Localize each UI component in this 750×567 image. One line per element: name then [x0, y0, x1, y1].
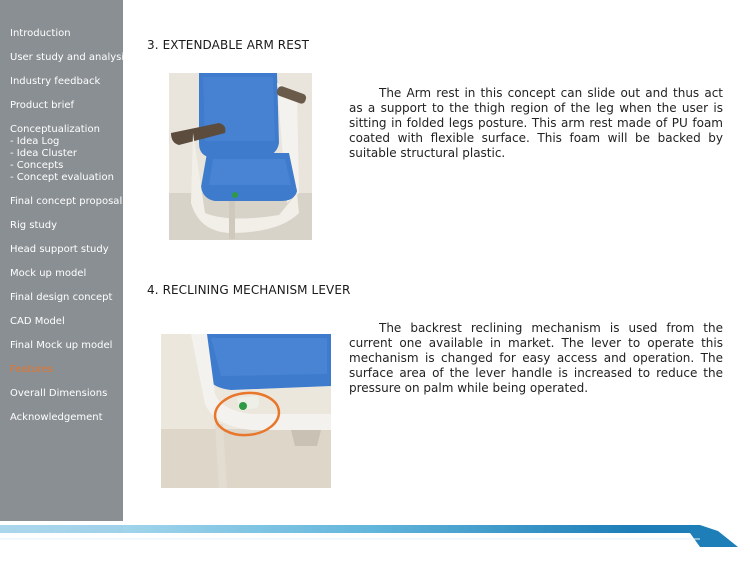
section-heading-arm-rest: 3. EXTENDABLE ARM REST: [147, 38, 310, 52]
nav-item-mock-up-model[interactable]: Mock up model: [10, 268, 87, 279]
sidebar: [0, 0, 130, 563]
nav-item-introduction[interactable]: Introduction: [10, 28, 71, 39]
nav-item-final-mock-up-model[interactable]: Final Mock up model: [10, 340, 113, 351]
nav-item-final-concept-proposal[interactable]: Final concept proposal: [10, 196, 123, 207]
nav-item-user-study[interactable]: User study and analysis: [10, 52, 130, 63]
nav-group-conceptualization: [10, 124, 125, 184]
nav-subitem-idea-log[interactable]: - Idea Log: [10, 136, 60, 147]
nav-item-industry-feedback[interactable]: Industry feedback: [10, 76, 101, 87]
footer-decorative-bar: [0, 521, 750, 563]
nav-item-conceptualization[interactable]: Conceptualization: [10, 124, 100, 135]
section-heading-reclining-lever: 4. RECLINING MECHANISM LEVER: [147, 283, 351, 297]
nav-item-acknowledgement[interactable]: Acknowledgement: [10, 412, 103, 423]
arm-rest-photo: [169, 73, 312, 240]
sidebar-nav: [10, 28, 130, 436]
nav-item-features[interactable]: Features: [10, 364, 53, 375]
nav-subitem-idea-cluster[interactable]: - Idea Cluster: [10, 148, 78, 159]
reclining-lever-photo: [161, 334, 331, 488]
reclining-lever-description: The backrest reclining mechanism is used from the current one available in market. The lever to operate this mechanism is changed for easy access and operation. The surface area of the lever handle is increased to reduce the pressure on palm while being operated.: [349, 321, 723, 395]
nav-item-final-design-concept[interactable]: Final design concept: [10, 292, 113, 303]
nav-item-overall-dimensions[interactable]: Overall Dimensions: [10, 388, 108, 399]
arm-rest-description: The Arm rest in this concept can slide out and thus act as a support to the thigh region of the leg when the user is sitting in folded legs posture. This arm rest made of PU foam coated with flexible surface. This foam will be backed by suitable structural plastic.: [349, 86, 723, 160]
nav-item-rig-study[interactable]: Rig study: [10, 220, 57, 231]
nav-subitem-concepts[interactable]: - Concepts: [10, 160, 64, 171]
nav-item-cad-model[interactable]: CAD Model: [10, 316, 65, 327]
nav-subitem-concept-evaluation[interactable]: - Concept evaluation: [10, 172, 114, 183]
nav-item-head-support-study[interactable]: Head support study: [10, 244, 109, 255]
nav-item-product-brief[interactable]: Product brief: [10, 100, 75, 111]
